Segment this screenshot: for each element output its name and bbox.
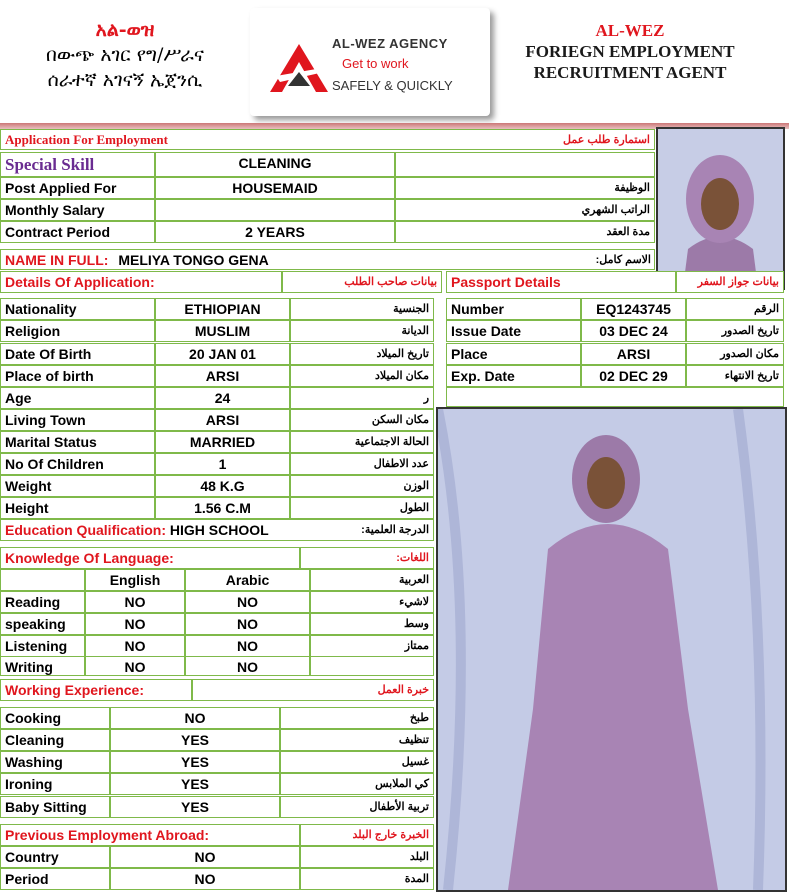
experience-title: Working Experience: — [0, 679, 192, 701]
english-agency-name — [505, 20, 755, 83]
detail-label: Living Town — [0, 409, 155, 431]
contract-value: 2 YEARS — [155, 221, 395, 243]
name-row — [0, 249, 655, 270]
col-arabic-ar: العربية — [310, 569, 434, 591]
detail-label-ar: عدد الاطفال — [290, 453, 434, 475]
detail-label: Place of birth — [0, 365, 155, 387]
passport-title: Passport Details — [446, 271, 676, 293]
post-label: Post Applied For — [0, 177, 155, 199]
detail-value: 20 JAN 01 — [155, 343, 290, 365]
detail-value: ETHIOPIAN — [155, 298, 290, 320]
language-english-value: NO — [85, 635, 185, 657]
detail-value: ARSI — [155, 365, 290, 387]
details-title: Details Of Application: — [0, 271, 282, 293]
logo-subtitle: SAFELY & QUICKLY — [332, 78, 453, 93]
language-skill-ar — [310, 656, 434, 676]
language-title-ar: اللغات: — [300, 547, 434, 569]
language-skill-label: Listening — [0, 635, 85, 657]
previous-label-ar: المدة — [300, 868, 434, 890]
experience-value: YES — [110, 773, 280, 795]
language-title: Knowledge Of Language: — [0, 547, 300, 569]
detail-label: Nationality — [0, 298, 155, 320]
detail-label-ar: مكان الميلاد — [290, 365, 434, 387]
special-skill-value: CLEANING — [155, 152, 395, 177]
name-label: NAME IN FULL: — [5, 252, 109, 268]
application-title-ar: استمارة طلب عمل — [563, 134, 650, 146]
language-skill-ar: لاشيء — [310, 591, 434, 613]
details-title-ar: بيانات صاحب الطلب — [282, 271, 442, 293]
airplane-logo-icon — [268, 42, 330, 94]
contract-ar: مدة العقد — [395, 221, 655, 243]
experience-value: NO — [110, 707, 280, 729]
salary-ar: الراتب الشهري — [395, 199, 655, 221]
experience-title-ar: خبرة العمل — [192, 679, 434, 701]
detail-label-ar: الديانة — [290, 320, 434, 342]
previous-title-ar: الخبرة خارج البلد — [300, 824, 434, 846]
detail-label-ar: الحالة الاجتماعية — [290, 431, 434, 453]
amharic-line-1: አል-ወዝ — [95, 19, 155, 41]
language-english-value: NO — [85, 656, 185, 676]
amharic-agency-name — [10, 18, 240, 93]
previous-value: NO — [110, 846, 300, 868]
detail-label-ar: الوزن — [290, 475, 434, 497]
experience-label: Cooking — [0, 707, 110, 729]
language-arabic-value: NO — [185, 613, 310, 635]
agency-logo — [250, 8, 490, 116]
logo-name: AL-WEZ AGENCY — [332, 36, 448, 51]
previous-label: Country — [0, 846, 110, 868]
experience-value: YES — [110, 729, 280, 751]
passport-label-ar: الرقم — [686, 298, 784, 320]
detail-label: Age — [0, 387, 155, 409]
previous-label: Period — [0, 868, 110, 890]
passport-value: 02 DEC 29 — [581, 365, 686, 387]
special-skill-ar-cell — [395, 152, 655, 177]
detail-value: 1.56 C.M — [155, 497, 290, 519]
experience-label: Cleaning — [0, 729, 110, 751]
experience-label-ar: طبخ — [280, 707, 434, 729]
detail-value: 48 K.G — [155, 475, 290, 497]
previous-label-ar: البلد — [300, 846, 434, 868]
experience-value: YES — [110, 751, 280, 773]
detail-label: No Of Children — [0, 453, 155, 475]
education-value: HIGH SCHOOL — [169, 522, 269, 538]
detail-label-ar: الجنسية — [290, 298, 434, 320]
experience-value: YES — [110, 796, 280, 818]
passport-value: EQ1243745 — [581, 298, 686, 320]
language-skill-label: speaking — [0, 613, 85, 635]
detail-label: Date Of Birth — [0, 343, 155, 365]
language-arabic-value: NO — [185, 591, 310, 613]
experience-label: Baby Sitting — [0, 796, 110, 818]
experience-label-ar: تنظيف — [280, 729, 434, 751]
experience-label-ar: غسيل — [280, 751, 434, 773]
post-value: HOUSEMAID — [155, 177, 395, 199]
language-skill-ar: وسط — [310, 613, 434, 635]
language-english-value: NO — [85, 613, 185, 635]
application-title: Application For Employment — [0, 129, 655, 150]
name-ar: الاسم كامل: — [595, 254, 651, 266]
detail-value: MARRIED — [155, 431, 290, 453]
language-arabic-value: NO — [185, 656, 310, 676]
experience-label: Ironing — [0, 773, 110, 795]
passport-value: 03 DEC 24 — [581, 320, 686, 342]
passport-title-ar: بيانات جواز السفر — [676, 271, 784, 293]
name-value: MELIYA TONGO GENA — [118, 252, 269, 268]
salary-label: Monthly Salary — [0, 199, 155, 221]
detail-label: Height — [0, 497, 155, 519]
special-skill-label: Special Skill — [0, 152, 155, 177]
detail-label-ar: الطول — [290, 497, 434, 519]
language-skill-label: Writing — [0, 656, 85, 676]
logo-tagline: Get to work — [342, 56, 409, 71]
passport-label: Issue Date — [446, 320, 581, 342]
experience-label: Washing — [0, 751, 110, 773]
passport-value: ARSI — [581, 343, 686, 365]
full-body-photo — [436, 407, 787, 892]
detail-label: Marital Status — [0, 431, 155, 453]
language-arabic-value: NO — [185, 635, 310, 657]
english-line-1: AL-WEZ — [595, 21, 665, 40]
detail-value: ARSI — [155, 409, 290, 431]
passport-label-ar: تاريخ الانتهاء — [686, 365, 784, 387]
passport-label: Exp. Date — [446, 365, 581, 387]
col-arabic: Arabic — [185, 569, 310, 591]
passport-label: Number — [446, 298, 581, 320]
detail-label: Weight — [0, 475, 155, 497]
experience-label-ar: تربية الأطفال — [280, 796, 434, 818]
passport-label-ar: تاريخ الصدور — [686, 320, 784, 342]
portrait-photo — [656, 127, 785, 290]
detail-value: 24 — [155, 387, 290, 409]
detail-label: Religion — [0, 320, 155, 342]
language-english-value: NO — [85, 591, 185, 613]
contract-label: Contract Period — [0, 221, 155, 243]
passport-label: Place — [446, 343, 581, 365]
education-ar: الدرجة العلمية: — [361, 524, 429, 536]
salary-value — [155, 199, 395, 221]
detail-value: MUSLIM — [155, 320, 290, 342]
amharic-line-3: ሰራተኛ አገናኝ ኤጀንሲ — [47, 69, 203, 91]
english-line-2: FORIEGN EMPLOYMENT — [525, 42, 735, 61]
english-line-3: RECRUITMENT AGENT — [533, 63, 727, 82]
detail-label-ar: مكان السكن — [290, 409, 434, 431]
language-skill-label: Reading — [0, 591, 85, 613]
education-label: Education Qualification: — [5, 522, 167, 538]
previous-value: NO — [110, 868, 300, 890]
detail-label-ar: تاريخ الميلاد — [290, 343, 434, 365]
previous-title: Previous Employment Abroad: — [0, 824, 300, 846]
detail-value: 1 — [155, 453, 290, 475]
col-english: English — [85, 569, 185, 591]
post-ar: الوظيفة — [395, 177, 655, 199]
language-skill-ar: ممتاز — [310, 635, 434, 657]
passport-blank — [446, 387, 784, 407]
language-corner — [0, 569, 85, 591]
detail-label-ar: ر — [290, 387, 434, 409]
passport-label-ar: مكان الصدور — [686, 343, 784, 365]
amharic-line-2: በውጭ አገር የግ/ሥራና — [46, 44, 204, 66]
experience-label-ar: كي الملابس — [280, 773, 434, 795]
